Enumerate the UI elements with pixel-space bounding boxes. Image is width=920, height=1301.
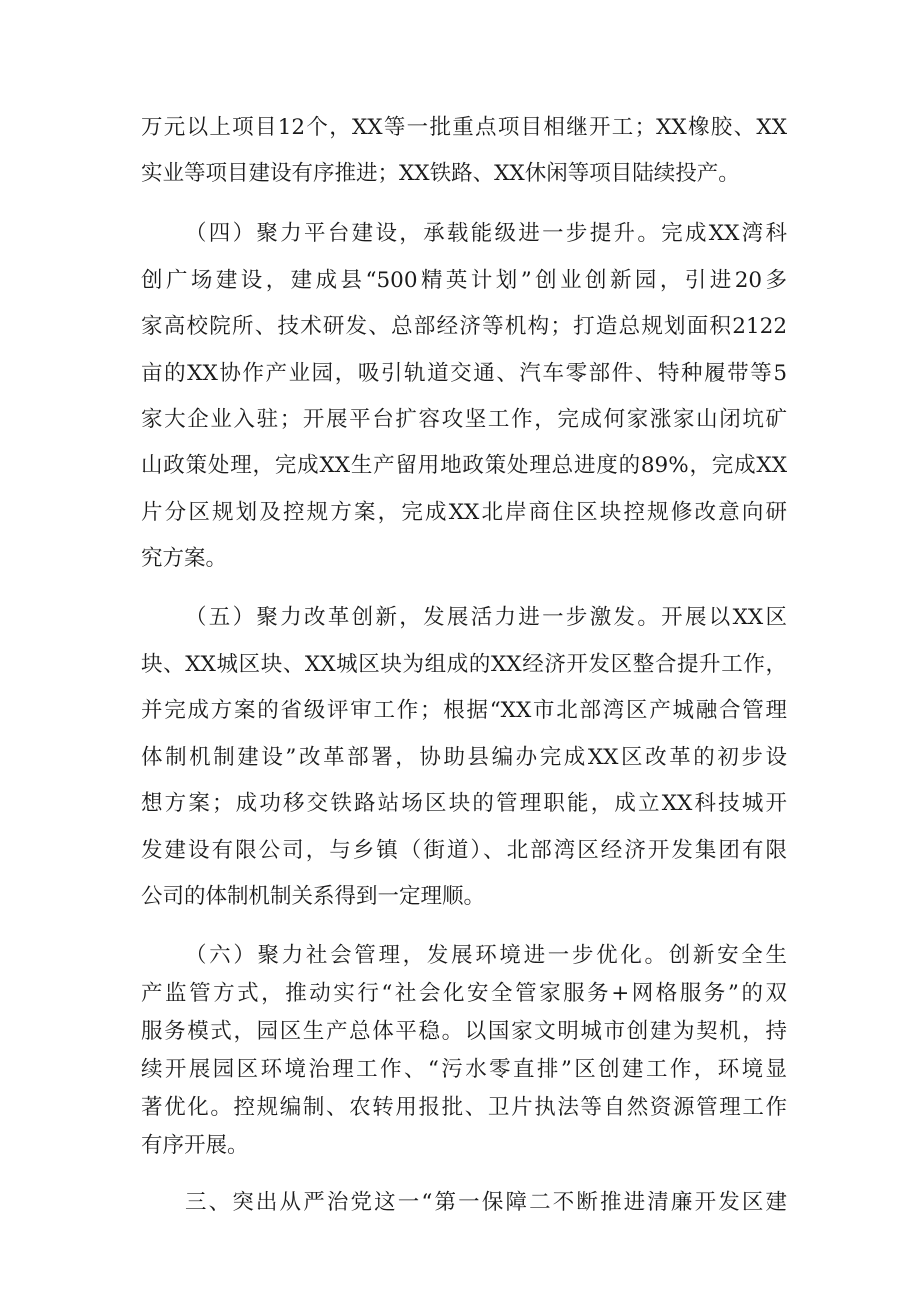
text-line: 实业等项目建设有序推进；XX铁路、XX休闲等项目陆续投产。: [141, 161, 740, 186]
text-line: 创广场建设，建成县“500精英计划”创业创新园，引进20多: [141, 268, 787, 293]
text-line: 公司的体制机制关系得到一定理顺。: [141, 884, 486, 909]
text-line: 服务模式，园区生产总体平稳。以国家文明城市创建为契机，持: [141, 1019, 787, 1044]
text-line: 续开展园区环境治理工作、“污水零直排”区创建工作，环境显: [141, 1057, 787, 1082]
text-line: （六）聚力社会管理，发展环境进一步优化。创新安全生: [185, 943, 787, 968]
text-line: 有序开展。: [141, 1133, 249, 1158]
text-line: 家大企业入驻；开展平台扩容攻坚工作，完成何家涨家山闭坑矿: [141, 407, 787, 432]
text-line: （四）聚力平台建设，承载能级进一步提升。完成XX湾科: [185, 221, 787, 246]
text-line: 块、XX城区块、XX城区块为组成的XX经济开发区整合提升工作，: [141, 652, 787, 677]
text-line: 体制机制建设”改革部署，协助县编办完成XX区改革的初步设: [141, 745, 787, 770]
text-line: 三、突出从严治党这一“第一保障二不断推进清廉开发区建: [185, 1190, 787, 1215]
text-line: 想方案；成功移交铁路站场区块的管理职能，成立XX科技城开: [141, 791, 787, 816]
text-line: 亩的XX协作产业园，吸引轨道交通、汽车零部件、特种履带等5: [141, 361, 787, 386]
text-line: 山政策处理，完成XX生产留用地政策处理总进度的89%，完成XX: [141, 453, 787, 478]
text-line: 并完成方案的省级评审工作；根据“XX市北部湾区产城融合管理: [141, 698, 787, 723]
text-line: （五）聚力改革创新，发展活力进一步激发。开展以XX区: [185, 605, 787, 630]
text-line: 著优化。控规编制、农转用报批、卫片执法等自然资源管理工作: [141, 1095, 787, 1120]
text-line: 发建设有限公司，与乡镇（街道）、北部湾区经济开发集团有限: [141, 838, 787, 863]
text-line: 家高校院所、技术研发、总部经济等机构；打造总规划面积2122: [141, 314, 787, 339]
text-line: 片分区规划及控规方案，完成XX北岸商住区块控规修改意向研: [141, 500, 787, 525]
text-line: 究方案。: [141, 546, 228, 571]
text-line: 产监管方式，推动实行“社会化安全管家服务+网格服务”的双: [141, 981, 787, 1006]
text-line: 万元以上项目12个，XX等一批重点项目相继开工；XX橡胶、XX: [141, 115, 787, 140]
